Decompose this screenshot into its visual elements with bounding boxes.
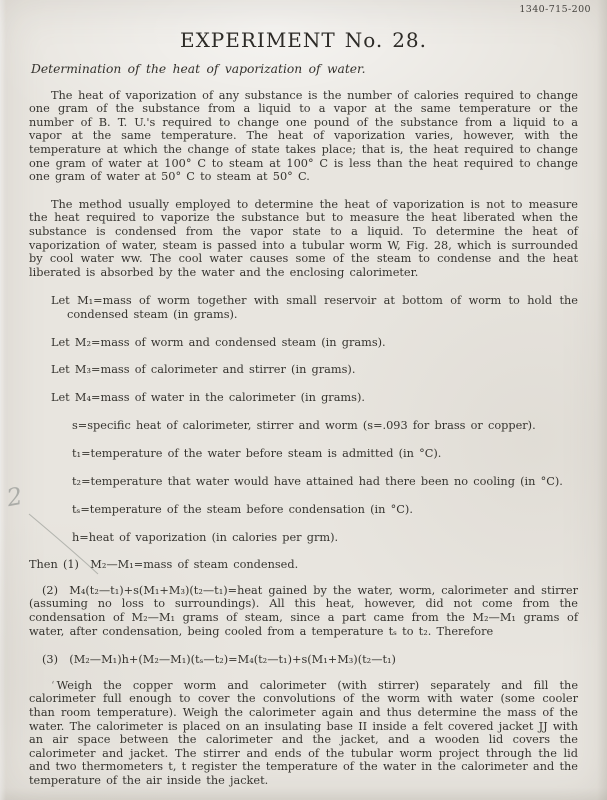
document-body	[29, 0, 578, 788]
definition-mass-m4: Let M₄=mass of water in the calorimeter (in grams).	[51, 390, 365, 404]
paragraph-intro: The heat of vaporization of any substance is the number of calories required to change one gram of the substance from a liquid to a vapor at the same temperature or the number of B. T. U.'s required to change one pound of the substance from a liquid to a vapor at the same temperature. The heat of vaporization varies, however, with the temperature at which the change of state takes place; that is, the heat required to change one gram of water at 100° C to steam at 100° C is less than the heat required to change one gram of water at 50° C to steam at 50° C.	[29, 88, 578, 184]
definition-mass-m3: Let M₃=mass of calorimeter and stirrer (in grams).	[51, 363, 356, 377]
procedure-text: Weigh the copper worm and calorimeter (with stirrer) separately and fill the calorimeter full enough to cover the convolutions of the worm with water (some cooler than room temperature). Weigh the calorimeter again and thus determine the mass of the water. The calorimeter is placed on an insulating base II inside a felt covered jacket JJ with an air space between the calorimeter and the jacket, and a wooden lid covers the calorimeter and jacket. The stirrer and ends of the tubular worm project through the lid and two thermometers t, t register the temperature of the water in the calorimeter and the temperature of the air inside the jacket.	[29, 678, 578, 787]
handwritten-margin-note: 2	[4, 481, 25, 513]
definition-temp-t1: t₁=temperature of the water before steam is admitted (in °C).	[72, 446, 442, 460]
equation-1: Then (1) M₂—M₁=mass of steam condensed.	[29, 558, 299, 572]
definition-mass-m2: Let M₂=mass of worm and condensed steam (in grams).	[51, 335, 386, 349]
equation-3: (3) (M₂—M₁)h+(M₂—M₁)(tₛ—t₂)=M₄(t₂—t₁)+s(M₁+M₃)(t₂—t₁)	[42, 653, 396, 667]
paragraph-procedure	[29, 679, 578, 788]
paragraph-equation-2: (2) M₄(t₂—t₁)+s(M₁+M₃)(t₂—t₁)=heat gained by the water, worm, calorimeter and stirrer (assuming no loss to surroundings). All this heat, however, did not come from the condensation of M₂—M₁ grams of steam, since a part came from the M₂—M₁ grams of water, after condensation, being cooled from a temperature tₛ to t₂. Therefore	[29, 583, 578, 638]
page-title: EXPERIMENT No. 28.	[179, 28, 428, 52]
document-code: 1340-715-200	[519, 4, 591, 15]
experiment-subtitle: Determination of the heat of vaporization of water.	[31, 62, 366, 76]
definition-heat-h: h=heat of vaporization (in calories per grm).	[72, 530, 339, 544]
stray-pencil-tick: ʻ	[51, 678, 55, 692]
definition-temp-ts: tₛ=temperature of the steam before condensation (in °C).	[72, 502, 413, 516]
paragraph-method: The method usually employed to determine the heat of vaporization is not to measure the heat required to vaporize the substance but to measure the heat liberated when the substance is condensed from the vapor state to a liquid. To determine the heat of vaporization of water, steam is passed into a tubular worm W, Fig. 28, which is surrounded by cool water ww. The cool water causes some of the steam to condense and the heat liberated is absorbed by the water and the enclosing calorimeter.	[29, 197, 578, 279]
definition-temp-t2: t₂=temperature that water would have attained had there been no cooling (in °C).	[72, 474, 563, 488]
definition-specific-heat: s=specific heat of calorimeter, stirrer and worm (s=.093 for brass or copper).	[72, 418, 536, 432]
definition-mass-m1: Let M₁=mass of worm together with small reservoir at bottom of worm to hold the condensed steam (in grams).	[51, 294, 578, 321]
